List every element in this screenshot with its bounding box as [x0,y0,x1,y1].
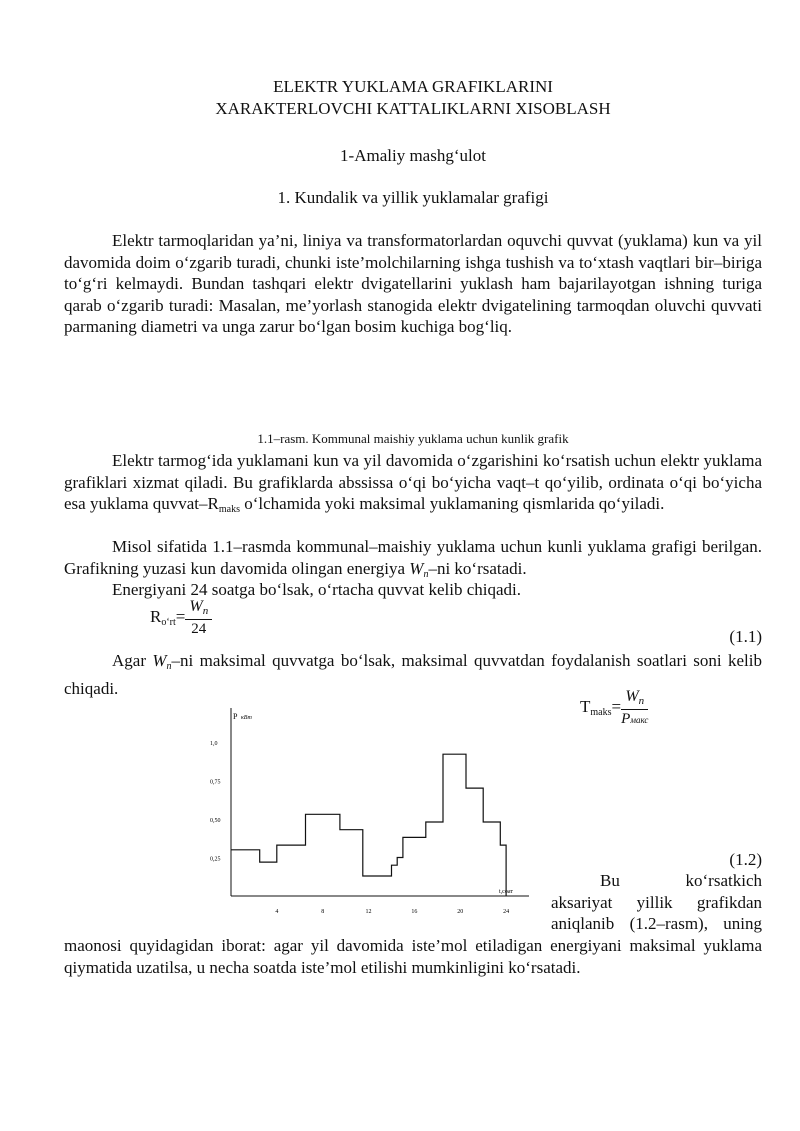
formula-2-denominator [621,710,648,727]
x-tick-label: 4 [275,909,279,915]
paragraph-5-variable-subscript: n [166,661,172,672]
formula-1 [150,599,212,637]
paragraph-2-subscript: maks [218,504,240,516]
y-tick-label: 0,25 [210,856,221,863]
paragraph-5-variable: W [152,651,167,670]
paragraph-2-text-b: o‘lchamida yoki maksimal yuklamaning qismlarida qo‘yiladi. [239,494,665,514]
y-axis-unit: кВт [241,715,252,721]
y-tick-label: 0,50 [210,817,221,824]
formula-1-numerator-subscript: n [202,605,209,617]
formula-2-denominator-var: P [621,711,631,727]
x-tick-label: 20 [457,909,464,915]
formula-2-numerator-var: W [625,688,639,705]
x-tick-label: 24 [503,909,510,915]
formula-2-fraction [621,689,648,727]
formula-1-denominator: 24 [191,621,207,637]
formula-2-lhs: T [580,696,591,716]
formula-1-numerator [185,599,212,620]
x-tick-label: 8 [321,909,325,915]
daily-load-chart [200,700,540,925]
document-title-line-1: ELEKTR YUKLAMA GRAFIKLARINI [273,77,553,96]
y-tick-label: 1,0 [210,740,218,747]
formula-2 [580,689,648,727]
paragraph-5-text-b: –ni maksimal quvvatga bo‘lsak, maksimal quvvatdan foydalanish soatlari soni kelib chiqadi. [64,651,763,698]
y-tick-label: 0,75 [210,779,221,786]
paragraph-3-text-a: Misol sifatida 1.1–rasmda kommunal–maishiy yuklama uchun kunli yuklama grafigi berilgan. Grafikning yuzasi kun davomida olingan energiya [64,537,762,578]
paragraph-6-line-1 [551,870,762,892]
formula-1-lhs-subscript: o‘rt [161,616,176,628]
formula-1-numerator-var: W [189,598,203,615]
paragraph-6-line-2: aksariyat yillik grafikdan [551,892,762,912]
paragraph-4: Energiyani 24 soatga bo‘lsak, o‘rtacha quvvat kelib chiqadi. [112,580,521,599]
paragraph-5-text-a: Agar [112,651,153,670]
lesson-subtitle: 1-Amaliy mashg‘ulot [340,146,486,165]
paragraph-5 [64,650,762,699]
formula-2-lhs-subscript: maks [590,706,612,718]
formula-2-number: (1.2) [729,850,762,869]
section-heading: 1. Kundalik va yillik yuklamalar grafigi [277,188,549,207]
paragraph-6-rest: maonosi quyidagidan iborat: agar yil davomida iste’mol etiladigan energiyani maksimal yuklama qiymatida uzatilsa, u necha soatda iste’mol etilishi mumkinligini ko‘rsatadi. [64,936,762,977]
formula-1-equals: = [175,606,186,626]
formula-1-number: (1.1) [729,627,762,646]
paragraph-6-line-1-b: ko‘rsatkich [685,871,762,890]
x-tick-label: 16 [411,909,418,915]
paragraph-1: Elektr tarmoqlaridan ya’ni, liniya va transformatorlardan oquvchi quvvat (yuklama) kun va yil davomida doim o‘zgarib turadi, chunki iste’molchilarning ishga tushish va to‘xtash vaqtlari bir–biriga to‘g‘ri kelmaydi. Bundan tashqari elektr dvigatellarini yuklash ham bajarilayotgan ishning turiga qarab o‘zgarib turadi: Masalan, me’yorlash stanogida elektr dvigatelining tarmoqdan oluvchi quvvati parmaning diametri va unga zarur bo‘lgan bosim kuchiga bog‘liq. [64,231,762,337]
document-title-line-2: XARAKTERLOVCHI KATTALIKLARNI XISOBLASH [215,99,611,118]
formula-1-fraction [185,599,212,637]
paragraph-2-text-a: Elektr tarmog‘ida yuklamani kun va yil davomida o‘zgarishini ko‘rsatish uchun elektr yuklama grafiklari xizmat qiladi. Bu grafiklarda abssissa o‘qi bo‘yicha vaqt–t qo‘yilib, ordinata o‘qi bo‘yicha esa yuklama quvvat–R [64,451,762,514]
paragraph-6-line-3: aniqlanib (1.2–rasm), uning [551,914,762,934]
paragraph-3 [64,536,762,585]
x-axis-label: t,соат [499,889,513,895]
paragraph-3-variable-subscript: n [423,568,429,580]
load-step-series [231,754,506,896]
paragraph-3-text-b: –ni ko‘rsatadi. [428,558,527,578]
formula-2-denominator-subscript: макс [630,715,649,725]
paragraph-6-line-1-a: Bu [600,871,620,890]
y-axis-label: P [233,712,238,721]
formula-1-lhs: R [150,606,162,626]
paragraph-3-variable: W [409,558,424,578]
paragraph-2 [64,450,762,521]
figure-caption: 1.1–rasm. Kommunal maishiy yuklama uchun kunlik grafik [257,431,569,446]
formula-2-numerator [621,689,648,710]
formula-2-numerator-subscript: n [638,695,645,707]
paragraph-6-side [551,870,762,935]
x-tick-label: 12 [365,909,372,915]
formula-2-equals: = [611,696,622,716]
